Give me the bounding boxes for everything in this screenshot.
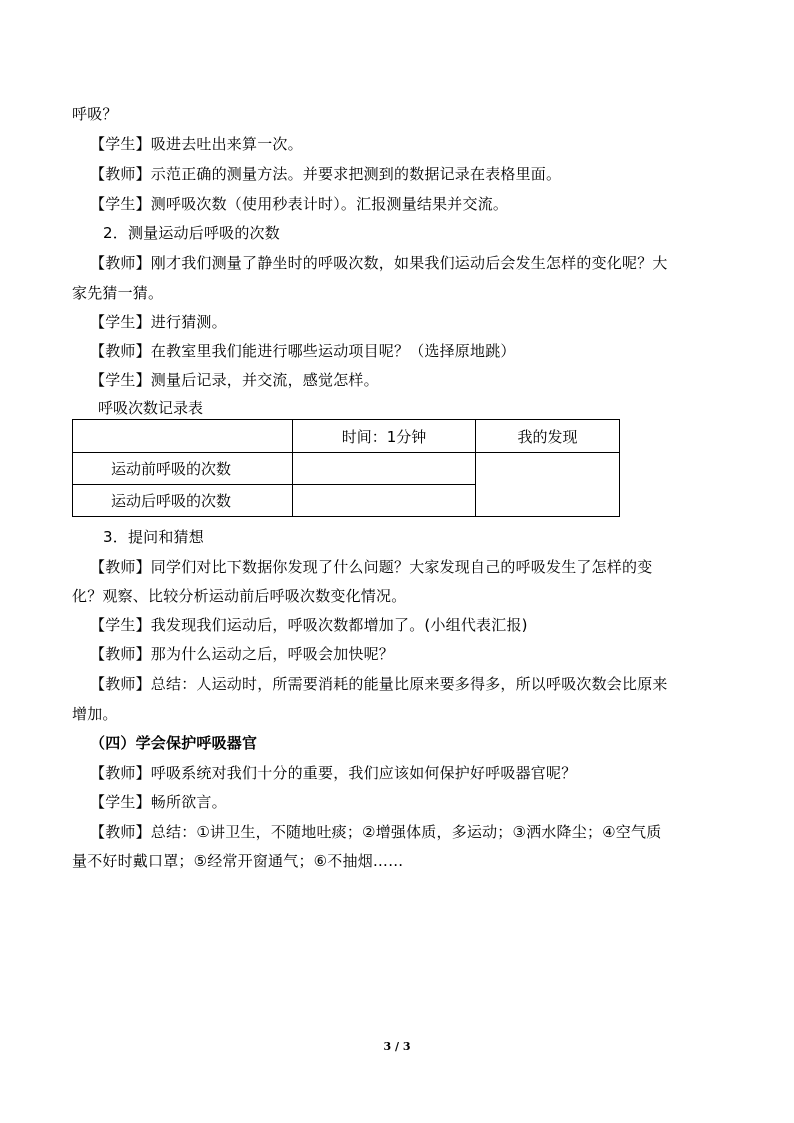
text-line: 【教师】示范正确的测量方法。并要求把测到的数据记录在表格里面。 — [90, 165, 562, 183]
text-line: 【学生】畅所欲言。 — [90, 793, 227, 811]
text-line: 【教师】那为什么运动之后，呼吸会加快呢？ — [90, 645, 395, 663]
table-caption: 呼吸次数记录表 — [98, 399, 204, 417]
text-line: 量不好时戴口罩；⑤经常开窗通气；⑥不抽烟…… — [72, 852, 404, 870]
table-header-cell — [73, 420, 293, 453]
findings-cell — [476, 453, 620, 517]
text-line: 【教师】呼吸系统对我们十分的重要，我们应该如何保护好呼吸器官呢？ — [90, 764, 577, 782]
table-cell: 运动后呼吸的次数 — [73, 485, 293, 517]
section-heading: 3．提问和猜想 — [103, 528, 204, 546]
text-line: 【学生】进行猜测。 — [90, 313, 227, 331]
text-line: 【教师】刚才我们测量了静坐时的呼吸次数，如果我们运动后会发生怎样的变化呢？大 — [90, 254, 668, 272]
text-line: 呼吸？ — [72, 105, 118, 123]
section-heading: （四）学会保护呼吸器官 — [90, 734, 258, 752]
table-cell — [293, 485, 476, 517]
table-header-cell: 我的发现 — [476, 420, 620, 453]
record-table — [72, 419, 620, 517]
table-header-row — [73, 420, 620, 453]
text-line: 化？观察、比较分析运动前后呼吸次数变化情况。 — [72, 587, 407, 605]
table-cell — [293, 453, 476, 485]
text-line: 【学生】测量后记录，并交流，感觉怎样。 — [90, 371, 379, 389]
section-heading: 2．测量运动后呼吸的次数 — [103, 224, 280, 242]
text-line: 【教师】同学们对比下数据你发现了什么问题？大家发现自己的呼吸发生了怎样的变 — [90, 558, 653, 576]
text-line: 【教师】在教室里我们能进行哪些运动项目呢？（选择原地跳） — [90, 342, 516, 360]
text-line: 家先猜一猜。 — [72, 284, 164, 302]
text-line: 【学生】我发现我们运动后，呼吸次数都增加了。(小组代表汇报) — [90, 616, 528, 634]
text-line: 【学生】测呼吸次数（使用秒表计时）。汇报测量结果并交流。 — [90, 195, 509, 213]
table-cell: 运动前呼吸的次数 — [73, 453, 293, 485]
text-line: 【教师】总结：人运动时，所需要消耗的能量比原来要多得多，所以呼吸次数会比原来 — [90, 675, 668, 693]
text-line: 增加。 — [72, 705, 118, 723]
table-row — [73, 453, 620, 485]
page-number: 3 / 3 — [383, 1040, 411, 1053]
table-header-cell: 时间：1分钟 — [293, 420, 476, 453]
text-line: 【教师】总结：①讲卫生，不随地吐痰；②增强体质，多运动；③洒水降尘；④空气质 — [90, 823, 662, 841]
text-line: 【学生】吸进去吐出来算一次。 — [90, 135, 303, 153]
